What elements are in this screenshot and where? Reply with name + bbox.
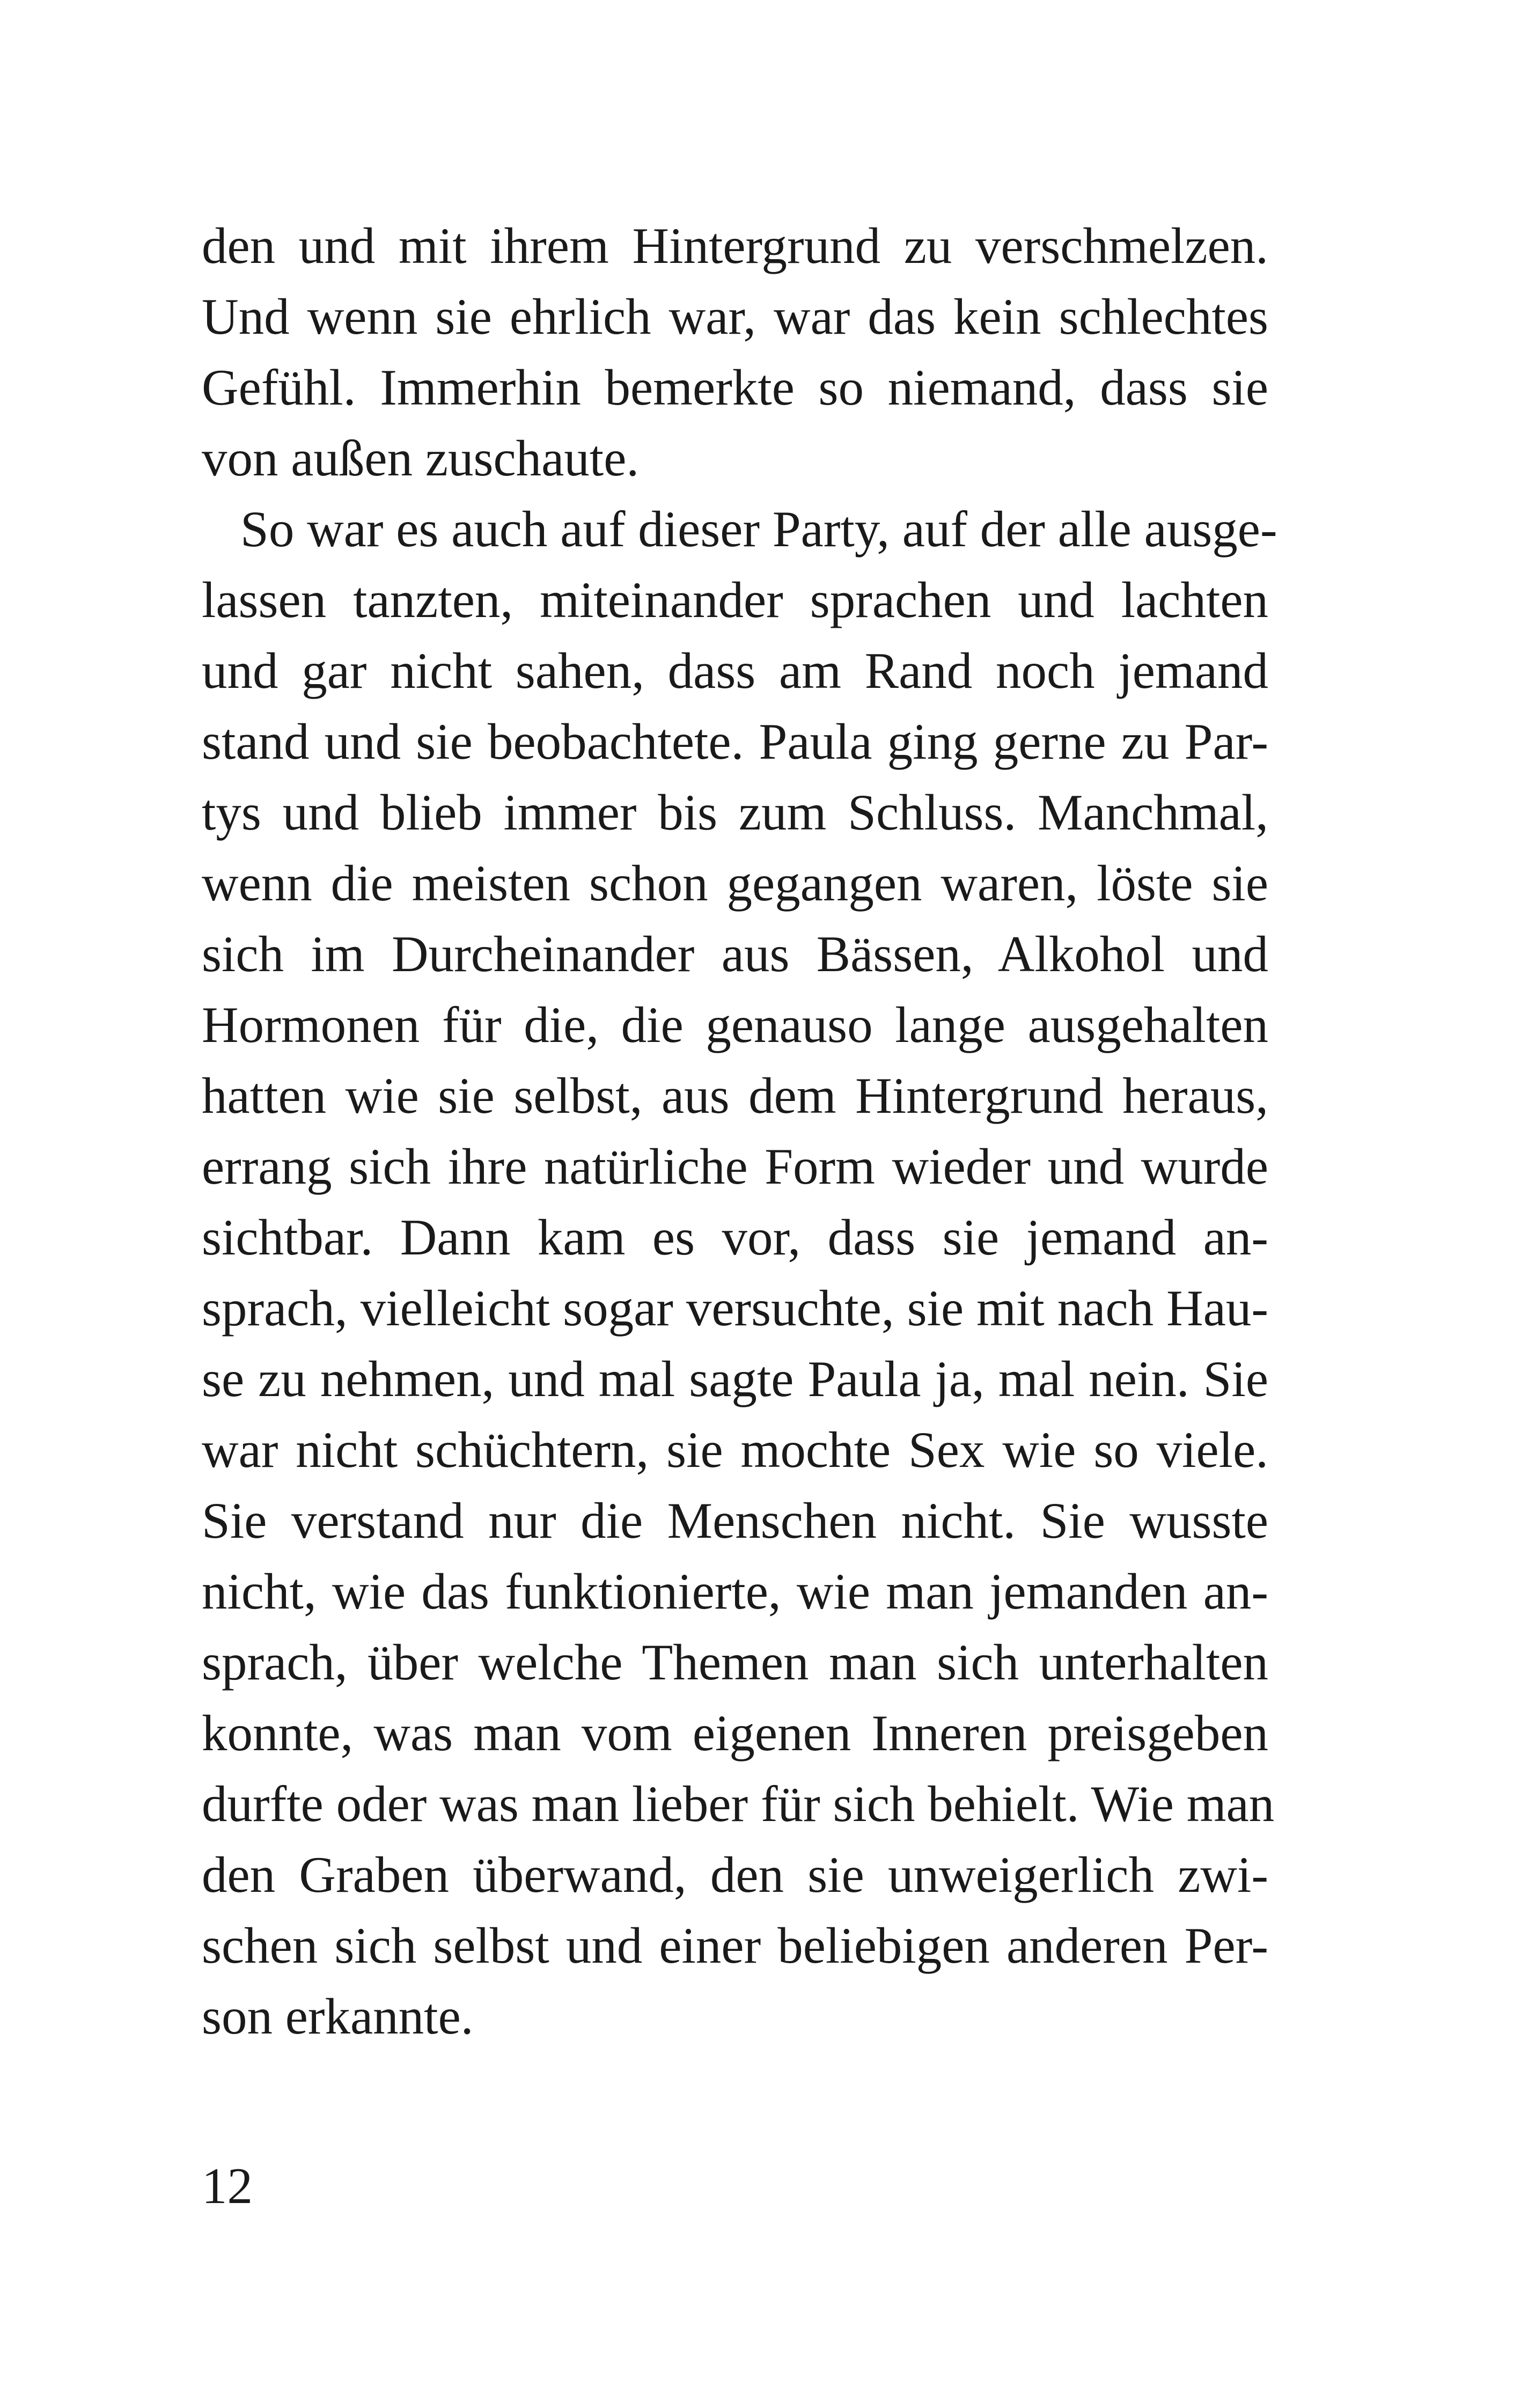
text-line: den Graben überwand, den sie unweigerlich zwi-	[202, 1846, 1268, 1903]
text-line: durfte oder was man lieber für sich behielt. Wie man	[202, 1775, 1275, 1832]
text-line: So war es auch auf dieser Party, auf der alle ausge-	[240, 501, 1277, 557]
text-line: Hormonen für die, die genauso lange ausgehalten	[202, 996, 1268, 1053]
text-line: von außen zuschaute.	[202, 430, 640, 487]
text-line: sich im Durcheinander aus Bässen, Alkohol und	[202, 926, 1268, 982]
text-line: wenn die meisten schon gegangen waren, löste sie	[202, 855, 1268, 912]
text-line: hatten wie sie selbst, aus dem Hintergrund heraus,	[202, 1067, 1268, 1124]
text-line: schen sich selbst und einer beliebigen anderen Per-	[202, 1917, 1268, 1974]
text-line: stand und sie beobachtete. Paula ging gerne zu Par-	[202, 713, 1268, 770]
page-number: 12	[202, 2157, 253, 2214]
text-line: und gar nicht sahen, dass am Rand noch jemand	[202, 642, 1268, 699]
text-line: Und wenn sie ehrlich war, war das kein schlechtes	[202, 288, 1268, 345]
text-line: nicht, wie das funktionierte, wie man jemanden an-	[202, 1563, 1268, 1620]
text-line: den und mit ihrem Hintergrund zu verschmelzen.	[202, 217, 1268, 274]
text-line: konnte, was man vom eigenen Inneren preisgeben	[202, 1705, 1268, 1761]
text-line: sprach, über welche Themen man sich unterhalten	[202, 1634, 1268, 1691]
paragraph-2	[202, 494, 1277, 2052]
text-line: tys und blieb immer bis zum Schluss. Manchmal,	[202, 784, 1268, 841]
text-line: lassen tanzten, miteinander sprachen und lachten	[202, 571, 1268, 628]
paragraph-1	[202, 210, 1268, 494]
text-line: errang sich ihre natürliche Form wieder und wurde	[202, 1138, 1268, 1195]
text-line: Gefühl. Immerhin bemerkte so niemand, dass sie	[202, 359, 1268, 416]
text-line: son erkannte.	[202, 1988, 474, 2045]
text-line: Sie verstand nur die Menschen nicht. Sie wusste	[202, 1492, 1268, 1549]
text-line: se zu nehmen, und mal sagte Paula ja, mal nein. Sie	[202, 1350, 1268, 1407]
text-line: sprach, vielleicht sogar versuchte, sie mit nach Hau-	[202, 1280, 1268, 1337]
text-line: sichtbar. Dann kam es vor, dass sie jemand an-	[202, 1209, 1268, 1266]
body-text	[202, 210, 1277, 2052]
text-line: war nicht schüchtern, sie mochte Sex wie so viele.	[202, 1421, 1268, 1478]
